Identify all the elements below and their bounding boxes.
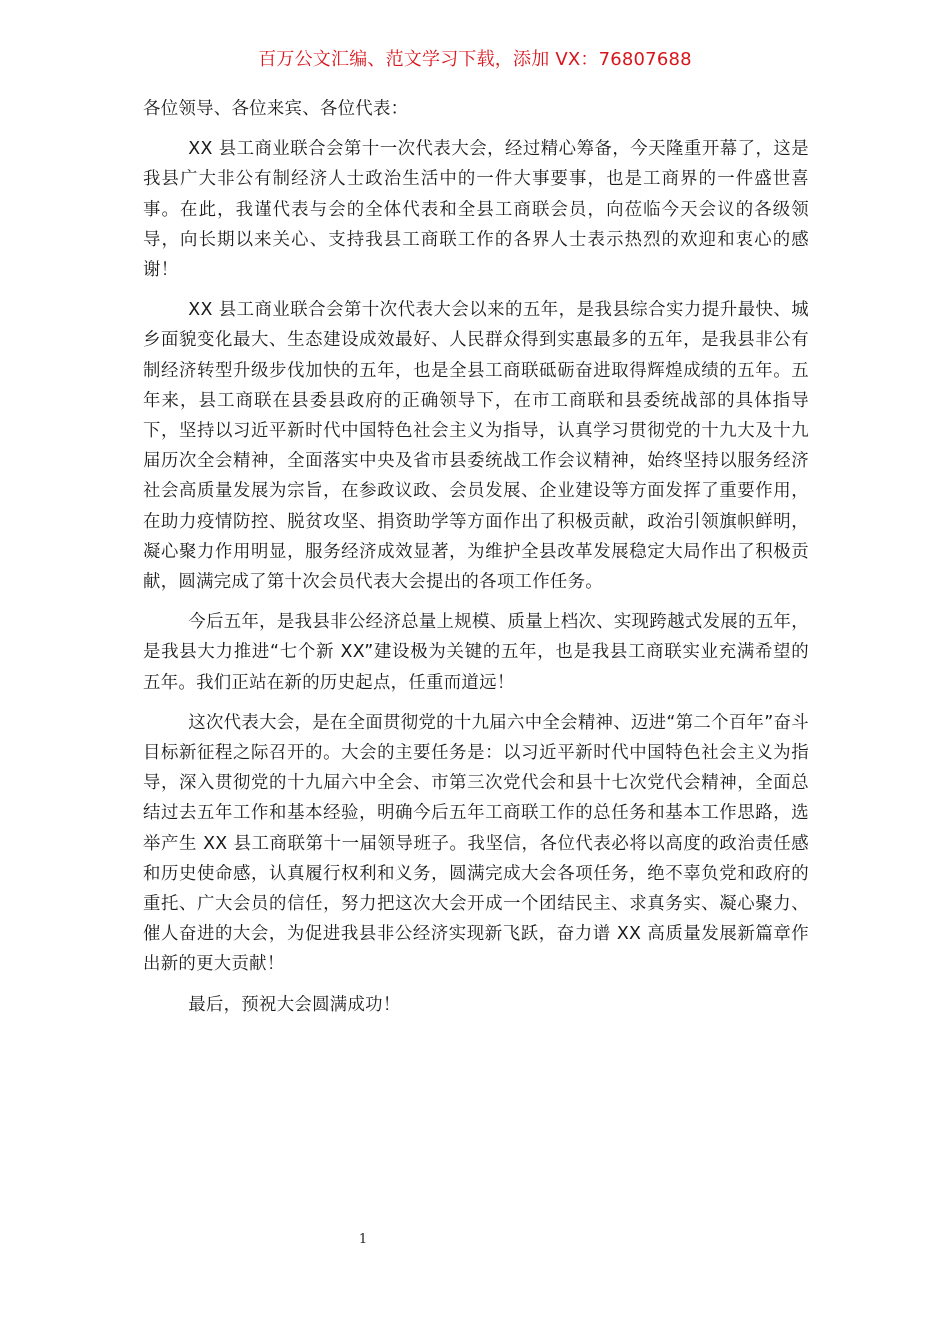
paragraph-review: XX 县工商业联合会第十次代表大会以来的五年，是我县综合实力提升最快、城乡面貌变化最大、生态建设成效最好、人民群众得到实惠最多的五年，是我县非公有制经济转型升级步伐加快的五年，也是全县工商联砥砺奋进取得辉煌成绩的五年。五年来，县工商联在县委县政府的正确领导下，在市工商联和县委统战部的具体指导下，坚持以习近平新时代中国特色社会主义为指导，认真学习贯彻党的十九大及十九届历次全会精神，全面落实中央及省市县委统战工作会议精神，始终坚持以服务经济社会高质量发展为宗旨，在参政议政、会员发展、企业建设等方面发挥了重要作用，在助力疫情防控、脱贫攻坚、捐资助学等方面作出了积极贡献，政治引领旗帜鲜明，凝心聚力作用明显，服务经济成效显著，为维护全县改革发展稳定大局作出了积极贡献，圆满完成了第十次会员代表大会提出的各项工作任务。 — [143, 300, 809, 593]
header-watermark-banner: 百万公文汇编、范文学习下载，添加 VX：76807688 — [258, 49, 692, 70]
page-number: 1 — [358, 1232, 368, 1247]
paragraph-tasks: 这次代表大会，是在全面贯彻党的十九届六中全会精神、迈进“第二个百年”奋斗目标新征程之际召开的。大会的主要任务是：以习近平新时代中国特色社会主义为指导，深入贯彻党的十九届六中全会、市第三次党代会和县十七次党代会精神，全面总结过去五年工作和基本经验，明确今后五年工商联工作的总任务和基本工作思路，选举产生 XX 县工商联第十一届领导班子。我坚信，各位代表必将以高度的政治责任感和历史使命感，认真履行权利和义务，圆满完成大会各项任务，绝不辜负党和政府的重托、广大会员的信任，努力把这次大会开成一个团结民主、求真务实、凝心聚力、催人奋进的大会，为促进我县非公经济实现新飞跃，奋力谱 XX 高质量发展新篇章作出新的更大贡献！ — [143, 712, 809, 975]
document-body — [143, 94, 809, 1020]
paragraph-outlook: 今后五年，是我县非公经济总量上规模、质量上档次、实现跨越式发展的五年，是我县大力推进“七个新 XX”建设极为关键的五年，也是我县工商联实业充满希望的五年。我们正站在新的历史起点，任重而道远！ — [143, 612, 809, 693]
paragraph-closing: 最后，预祝大会圆满成功！ — [188, 994, 401, 1015]
paragraph-opening: XX 县工商业联合会第十一次代表大会，经过精心筹备，今天隆重开幕了，这是我县广大非公有制经济人士政治生活中的一件大事要事，也是工商界的一件盛世喜事。在此，我谨代表与会的全体代表和全县工商联会员，向莅临今天会议的各级领导，向长期以来关心、支持我县工商联工作的各界人士表示热烈的欢迎和衷心的感谢！ — [143, 139, 809, 281]
salutation: 各位领导、各位来宾、各位代表： — [143, 99, 409, 119]
